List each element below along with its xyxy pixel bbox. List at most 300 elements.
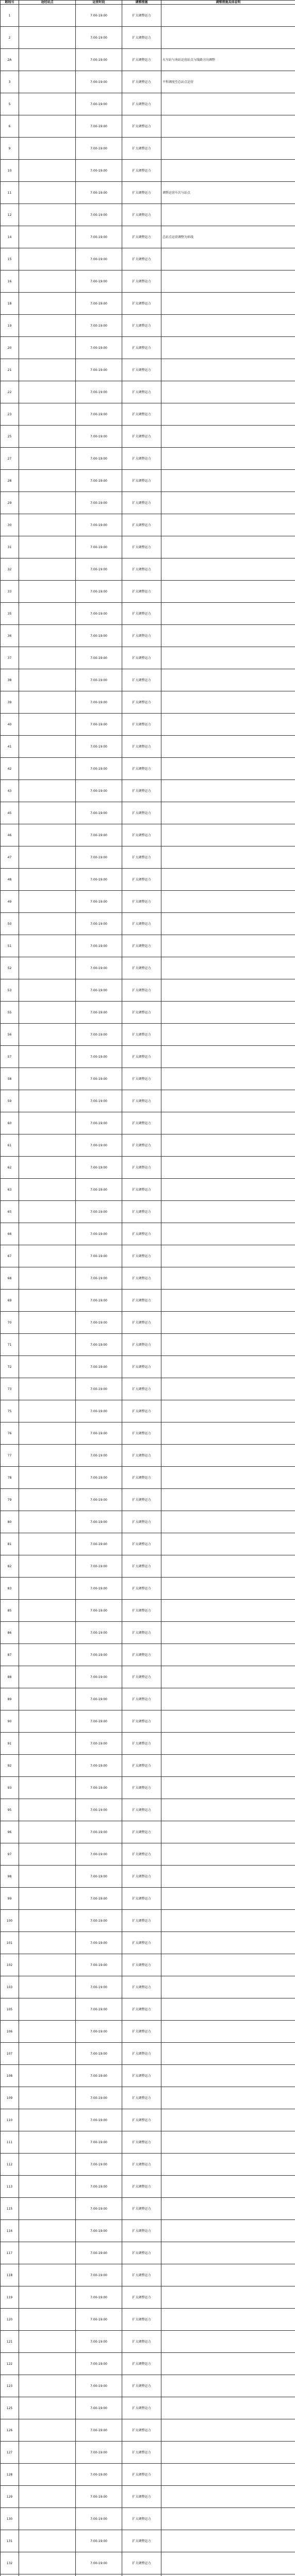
table-row (1, 2419, 295, 2442)
cell-stops (19, 160, 76, 182)
cell-stops (19, 2021, 76, 2043)
cell-stops (19, 979, 76, 1002)
cell-measure-detail (161, 2021, 295, 2043)
cell-measure: 扩大调整运力 (122, 1068, 161, 1090)
cell-hours: 7:00-19:00 (76, 2331, 122, 2353)
cell-measure: 扩大调整运力 (122, 2198, 161, 2220)
cell-measure: 扩大调整运力 (122, 160, 161, 182)
cell-route-no: 30 (1, 514, 19, 536)
cell-measure: 扩大调整运力 (122, 2419, 161, 2442)
cell-route-no: 86 (1, 1622, 19, 1644)
cell-route-no: 61 (1, 1134, 19, 1157)
cell-route-no: 90 (1, 1710, 19, 1733)
cell-hours: 7:00-19:00 (76, 1445, 122, 1467)
cell-stops (19, 448, 76, 470)
cell-stops (19, 1334, 76, 1356)
table-row (1, 315, 295, 337)
cell-measure-detail (161, 359, 295, 381)
table-row (1, 1866, 295, 1888)
cell-measure: 扩大调整运力 (122, 2065, 161, 2087)
cell-measure: 扩大调整运力 (122, 780, 161, 802)
cell-hours: 7:00-19:00 (76, 1666, 122, 1688)
table-row (1, 2309, 295, 2331)
cell-stops (19, 1179, 76, 1201)
table-row (1, 1245, 295, 1267)
cell-measure: 扩大调整运力 (122, 736, 161, 758)
cell-route-no: 2A (1, 49, 19, 71)
cell-hours: 7:00-19:00 (76, 1290, 122, 1312)
table-row (1, 2574, 295, 2576)
cell-measure-detail (161, 1002, 295, 1024)
cell-measure: 扩大调整运力 (122, 1157, 161, 1179)
cell-hours: 7:00-19:00 (76, 115, 122, 138)
table-row (1, 758, 295, 780)
cell-hours: 7:00-19:00 (76, 1555, 122, 1578)
cell-hours: 7:00-19:00 (76, 1777, 122, 1799)
cell-hours: 7:00-19:00 (76, 182, 122, 204)
cell-measure: 扩大调整运力 (122, 1555, 161, 1578)
table-row (1, 1068, 295, 1090)
cell-measure: 扩大调整运力 (122, 2442, 161, 2464)
cell-hours: 7:00-19:00 (76, 935, 122, 957)
cell-measure-detail (161, 979, 295, 1002)
cell-hours: 7:00-19:00 (76, 470, 122, 492)
cell-measure: 扩大调整运力 (122, 603, 161, 625)
cell-stops (19, 204, 76, 226)
table-row (1, 1998, 295, 2021)
cell-stops (19, 2065, 76, 2087)
cell-measure: 扩大调整运力 (122, 514, 161, 536)
table-row (1, 1976, 295, 1998)
table-row (1, 1644, 295, 1666)
cell-stops (19, 1533, 76, 1555)
header-measure-detail: 调整措施具体说明 (161, 1, 295, 5)
cell-measure-detail (161, 1755, 295, 1777)
cell-stops (19, 49, 76, 71)
cell-measure-detail (161, 1976, 295, 1998)
table-row (1, 846, 295, 869)
cell-route-no: 95 (1, 1799, 19, 1821)
cell-stops (19, 93, 76, 115)
cell-measure-detail (161, 1223, 295, 1245)
cell-stops (19, 2109, 76, 2131)
cell-measure-detail (161, 2198, 295, 2220)
cell-measure-detail (161, 1511, 295, 1533)
table-row (1, 603, 295, 625)
cell-measure: 扩大调整运力 (122, 1821, 161, 1843)
cell-stops (19, 1688, 76, 1710)
cell-hours: 7:00-19:00 (76, 1223, 122, 1245)
cell-stops (19, 1666, 76, 1688)
cell-stops (19, 824, 76, 846)
table-row (1, 2530, 295, 2552)
table-row (1, 1622, 295, 1644)
table-row (1, 1467, 295, 1489)
cell-stops (19, 581, 76, 603)
cell-measure: 扩大调整运力 (122, 2220, 161, 2242)
cell-hours: 7:00-19:00 (76, 448, 122, 470)
table-row (1, 1954, 295, 1976)
cell-measure: 扩大调整运力 (122, 182, 161, 204)
cell-route-no: 31 (1, 536, 19, 558)
cell-stops (19, 2530, 76, 2552)
cell-measure-detail (161, 293, 295, 315)
cell-measure-detail (161, 625, 295, 647)
cell-stops (19, 1090, 76, 1112)
table-row (1, 381, 295, 403)
cell-route-no: 98 (1, 1866, 19, 1888)
cell-hours: 7:00-19:00 (76, 1422, 122, 1445)
cell-hours: 7:00-19:00 (76, 846, 122, 869)
cell-hours: 7:00-19:00 (76, 1511, 122, 1533)
cell-stops (19, 248, 76, 270)
cell-stops (19, 71, 76, 93)
cell-measure: 扩大调整运力 (122, 2154, 161, 2176)
cell-measure: 扩大调整运力 (122, 93, 161, 115)
cell-hours: 7:00-19:00 (76, 2109, 122, 2131)
cell-route-no: 109 (1, 2087, 19, 2109)
cell-stops (19, 1932, 76, 1954)
cell-stops (19, 2486, 76, 2508)
cell-hours: 7:00-19:00 (76, 2397, 122, 2419)
cell-measure-detail (161, 714, 295, 736)
cell-measure-detail (161, 1866, 295, 1888)
cell-route-no: 116 (1, 2220, 19, 2242)
cell-measure: 扩大调整运力 (122, 1733, 161, 1755)
cell-stops (19, 2552, 76, 2574)
cell-stops (19, 2043, 76, 2065)
cell-route-no (1, 2574, 19, 2576)
table-row (1, 1910, 295, 1932)
cell-measure: 扩大调整运力 (122, 204, 161, 226)
cell-hours: 7:00-19:00 (76, 1356, 122, 1378)
cell-measure-detail (161, 2331, 295, 2353)
cell-stops (19, 1245, 76, 1267)
cell-stops (19, 2508, 76, 2530)
cell-measure-detail (161, 1578, 295, 1600)
cell-stops (19, 869, 76, 891)
cell-route-no: 19 (1, 315, 19, 337)
cell-stops (19, 935, 76, 957)
cell-measure: 扩大调整运力 (122, 2087, 161, 2109)
cell-hours: 7:00-19:00 (76, 1134, 122, 1157)
table-row (1, 160, 295, 182)
cell-hours: 7:00-19:00 (76, 1976, 122, 1998)
table-row (1, 337, 295, 359)
cell-hours: 7:00-19:00 (76, 1954, 122, 1976)
table-row (1, 1179, 295, 1201)
cell-measure: 扩大调整运力 (122, 5, 161, 27)
cell-route-no: 50 (1, 913, 19, 935)
table-row (1, 824, 295, 846)
table-row (1, 470, 295, 492)
table-row (1, 1134, 295, 1157)
cell-stops (19, 514, 76, 536)
cell-measure: 扩大调整运力 (122, 27, 161, 49)
cell-measure: 扩大调整运力 (122, 1024, 161, 1046)
cell-measure-detail (161, 1112, 295, 1134)
cell-hours: 7:00-19:00 (76, 49, 122, 71)
cell-stops (19, 1976, 76, 1998)
cell-hours: 7:00-19:00 (76, 226, 122, 248)
cell-hours: 7:00-19:00 (76, 426, 122, 448)
cell-route-no: 101 (1, 1932, 19, 1954)
cell-hours: 7:00-19:00 (76, 913, 122, 935)
cell-measure-detail (161, 1201, 295, 1223)
cell-measure: 扩大调整运力 (122, 669, 161, 691)
cell-measure-detail (161, 1777, 295, 1799)
cell-hours: 7:00-19:00 (76, 2486, 122, 2508)
cell-hours: 7:00-19:00 (76, 2043, 122, 2065)
cell-measure-detail (161, 913, 295, 935)
cell-measure-detail (161, 138, 295, 160)
cell-hours: 7:00-19:00 (76, 1533, 122, 1555)
table-row (1, 2065, 295, 2087)
cell-measure-detail (161, 691, 295, 714)
cell-hours: 7:00-19:00 (76, 2131, 122, 2154)
cell-measure: 扩大调整运力 (122, 1688, 161, 1710)
cell-measure-detail (161, 2419, 295, 2442)
cell-stops (19, 1821, 76, 1843)
table-row (1, 138, 295, 160)
cell-route-no: 76 (1, 1422, 19, 1445)
cell-measure: 扩大调整运力 (122, 359, 161, 381)
cell-hours: 7:00-19:00 (76, 1179, 122, 1201)
table-row (1, 957, 295, 979)
cell-hours: 7:00-19:00 (76, 71, 122, 93)
cell-hours: 7:00-19:00 (76, 2530, 122, 2552)
cell-measure: 扩大调整运力 (122, 1489, 161, 1511)
cell-measure: 扩大调整运力 (122, 1467, 161, 1489)
cell-route-no: 48 (1, 869, 19, 891)
cell-measure-detail (161, 492, 295, 514)
table-header-row (1, 1, 295, 5)
cell-route-no: 89 (1, 1688, 19, 1710)
cell-measure: 扩大调整运力 (122, 1622, 161, 1644)
cell-stops (19, 2353, 76, 2375)
table-row (1, 2264, 295, 2286)
table-row (1, 1267, 295, 1290)
table-row (1, 2464, 295, 2486)
cell-measure-detail (161, 470, 295, 492)
cell-measure-detail (161, 448, 295, 470)
cell-measure-detail (161, 957, 295, 979)
cell-route-no: 91 (1, 1733, 19, 1755)
cell-measure: 扩大调整运力 (122, 979, 161, 1002)
cell-route-no: 88 (1, 1666, 19, 1688)
cell-route-no: 59 (1, 1090, 19, 1112)
table-row (1, 979, 295, 1002)
cell-stops (19, 1201, 76, 1223)
cell-hours: 7:00-19:00 (76, 2087, 122, 2109)
cell-measure: 扩大调整运力 (122, 2486, 161, 2508)
cell-stops (19, 1755, 76, 1777)
cell-route-no: 28 (1, 470, 19, 492)
table-row (1, 270, 295, 293)
cell-measure: 扩大调整运力 (122, 1245, 161, 1267)
cell-measure-detail (161, 1179, 295, 1201)
cell-route-no: 117 (1, 2242, 19, 2264)
cell-route-no: 120 (1, 2309, 19, 2331)
cell-route-no: 2 (1, 27, 19, 49)
table-row (1, 558, 295, 581)
cell-measure: 扩大调整运力 (122, 2264, 161, 2286)
cell-hours: 7:00-19:00 (76, 869, 122, 891)
cell-stops (19, 1600, 76, 1622)
cell-measure: 扩大调整运力 (122, 1799, 161, 1821)
cell-measure: 扩大调整运力 (122, 138, 161, 160)
cell-route-no: 46 (1, 824, 19, 846)
cell-stops (19, 1578, 76, 1600)
cell-stops (19, 1378, 76, 1400)
cell-route-no: 93 (1, 1777, 19, 1799)
cell-hours: 7:00-19:00 (76, 1710, 122, 1733)
cell-stops (19, 1024, 76, 1046)
cell-measure: 扩大调整运力 (122, 2176, 161, 2198)
cell-hours: 7:00-19:00 (76, 1622, 122, 1644)
cell-measure-detail (161, 536, 295, 558)
cell-hours: 7:00-19:00 (76, 1755, 122, 1777)
cell-route-no: 103 (1, 1976, 19, 1998)
cell-measure-detail: 总站点运营调整为环线 (161, 226, 295, 248)
cell-stops (19, 337, 76, 359)
cell-measure-detail (161, 1910, 295, 1932)
cell-stops (19, 1511, 76, 1533)
cell-route-no: 100 (1, 1910, 19, 1932)
cell-measure-detail (161, 426, 295, 448)
cell-route-no: 73 (1, 1378, 19, 1400)
cell-route-no: 68 (1, 1267, 19, 1290)
cell-measure: 扩大调整运力 (122, 448, 161, 470)
cell-stops (19, 1866, 76, 1888)
cell-stops (19, 1710, 76, 1733)
cell-route-no: 110 (1, 2109, 19, 2131)
cell-route-no: 23 (1, 403, 19, 426)
cell-route-no: 11 (1, 182, 19, 204)
cell-measure-detail (161, 558, 295, 581)
cell-measure: 扩大调整运力 (122, 935, 161, 957)
cell-measure: 扩大调整运力 (122, 913, 161, 935)
cell-measure: 扩大调整运力 (122, 1644, 161, 1666)
cell-measure-detail (161, 1334, 295, 1356)
cell-measure: 扩大调整运力 (122, 2530, 161, 2552)
cell-stops (19, 381, 76, 403)
table-row (1, 492, 295, 514)
cell-route-no: 127 (1, 2442, 19, 2464)
cell-measure-detail (161, 1046, 295, 1068)
cell-route-no: 65 (1, 1201, 19, 1223)
cell-measure: 扩大调整运力 (122, 1267, 161, 1290)
cell-measure: 扩大调整运力 (122, 1312, 161, 1334)
header-route-no: 路线号 (1, 1, 19, 5)
cell-route-no: 108 (1, 2065, 19, 2087)
cell-hours: 7:00-19:00 (76, 93, 122, 115)
cell-route-no: 25 (1, 426, 19, 448)
cell-hours: 7:00-19:00 (76, 1910, 122, 1932)
cell-measure-detail: 调整运营车次与站点 (161, 182, 295, 204)
table-row (1, 1378, 295, 1400)
cell-route-no: 16 (1, 270, 19, 293)
cell-measure: 扩大调整运力 (122, 2242, 161, 2264)
cell-stops (19, 27, 76, 49)
cell-stops (19, 1422, 76, 1445)
cell-hours: 7:00-19:00 (76, 647, 122, 669)
cell-measure-detail (161, 2087, 295, 2109)
cell-measure-detail (161, 1600, 295, 1622)
table-row (1, 1312, 295, 1334)
cell-stops (19, 2464, 76, 2486)
cell-measure-detail (161, 115, 295, 138)
cell-hours: 7:00-19:00 (76, 2242, 122, 2264)
cell-measure-detail (161, 669, 295, 691)
cell-route-no: 41 (1, 736, 19, 758)
cell-measure: 扩大调整运力 (122, 1578, 161, 1600)
cell-route-no: 83 (1, 1578, 19, 1600)
cell-route-no: 52 (1, 957, 19, 979)
cell-stops (19, 1134, 76, 1157)
cell-measure-detail (161, 824, 295, 846)
cell-measure: 扩大调整运力 (122, 1378, 161, 1400)
cell-route-no: 51 (1, 935, 19, 957)
cell-measure: 扩大调整运力 (122, 49, 161, 71)
cell-route-no: 107 (1, 2043, 19, 2065)
cell-stops (19, 1644, 76, 1666)
cell-measure: 扩大调整运力 (122, 1223, 161, 1245)
cell-measure-detail (161, 581, 295, 603)
table-row (1, 5, 295, 27)
cell-measure: 扩大调整运力 (122, 1445, 161, 1467)
cell-hours: 7:00-19:00 (76, 2198, 122, 2220)
cell-route-no: 106 (1, 2021, 19, 2043)
table-row (1, 182, 295, 204)
cell-measure: 扩大调整运力 (122, 470, 161, 492)
cell-stops (19, 1112, 76, 1134)
cell-hours: 7:00-19:00 (76, 2508, 122, 2530)
cell-stops (19, 780, 76, 802)
table-row (1, 293, 295, 315)
table-row (1, 1356, 295, 1378)
table-row (1, 1888, 295, 1910)
table-row (1, 2442, 295, 2464)
cell-measure-detail (161, 2508, 295, 2530)
cell-stops (19, 1068, 76, 1090)
cell-route-no: 12 (1, 204, 19, 226)
cell-hours: 7:00-19:00 (76, 957, 122, 979)
table-row (1, 2154, 295, 2176)
cell-route-no: 72 (1, 1356, 19, 1378)
cell-measure: 扩大调整运力 (122, 1666, 161, 1688)
cell-stops (19, 226, 76, 248)
cell-measure: 扩大调整运力 (122, 1710, 161, 1733)
cell-measure: 扩大调整运力 (122, 2375, 161, 2397)
cell-measure: 扩大调整运力 (122, 1511, 161, 1533)
cell-hours: 7:00-19:00 (76, 1334, 122, 1356)
cell-measure-detail (161, 1245, 295, 1267)
table-row (1, 1578, 295, 1600)
table-row (1, 736, 295, 758)
cell-measure-detail (161, 846, 295, 869)
cell-stops (19, 1312, 76, 1334)
cell-hours: 7:00-19:00 (76, 315, 122, 337)
cell-route-no: 126 (1, 2419, 19, 2442)
cell-stops (19, 846, 76, 869)
cell-measure: 扩大调整运力 (122, 1998, 161, 2021)
table-row (1, 2109, 295, 2131)
cell-measure: 扩大调整运力 (122, 957, 161, 979)
cell-stops (19, 2375, 76, 2397)
cell-stops (19, 1046, 76, 1068)
cell-measure-detail (161, 1157, 295, 1179)
